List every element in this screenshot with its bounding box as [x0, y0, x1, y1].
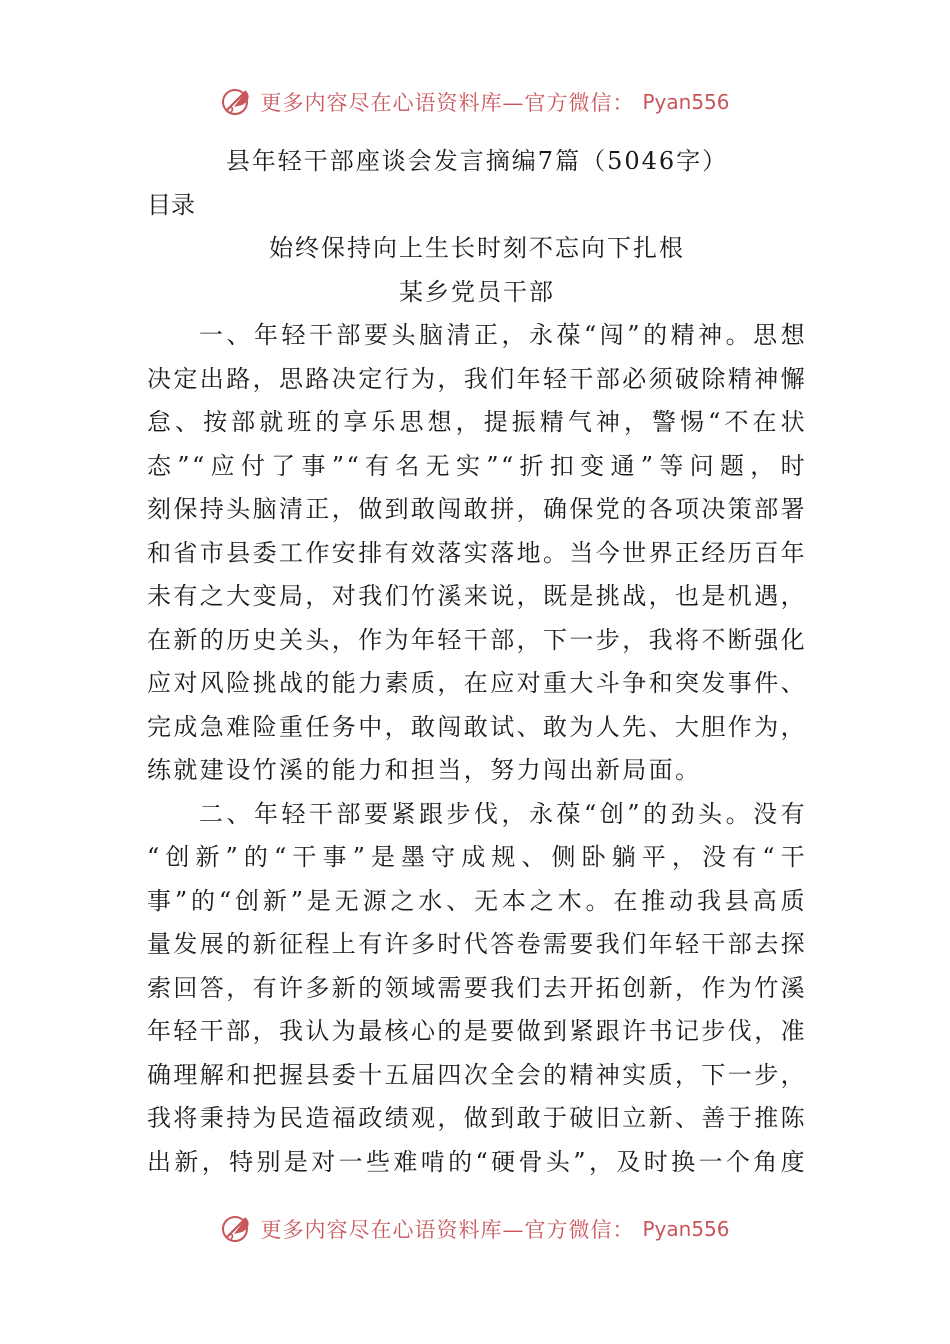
watermark-handle: Pyan556	[642, 1217, 730, 1241]
paragraph-line: 量发展的新征程上有许多时代答卷需要我们年轻干部去探	[147, 930, 807, 958]
watermark-banner-bottom	[0, 1209, 950, 1249]
watermark-content	[220, 85, 729, 119]
paragraph-line: 二、年轻干部要紧跟步伐，永葆“创”的劲头。没有	[199, 799, 807, 828]
document-title: 县年轻干部座谈会发言摘编7篇（5046字）	[225, 147, 729, 175]
watermark-banner-top	[0, 82, 950, 122]
toc-label: 目录	[147, 190, 195, 219]
paragraph-line: 未有之大变局，对我们竹溪来说，既是挑战，也是机遇，	[147, 582, 807, 610]
paragraph-line: 事”的“创新”是无源之水、无本之木。在推动我县高质	[147, 886, 807, 915]
paragraph-line: 刻保持头脑清正，做到敢闯敢拼，确保党的各项决策部署	[147, 495, 807, 523]
paragraph-line: 我将秉持为民造福政绩观，做到敢于破旧立新、善于推陈	[147, 1104, 807, 1132]
paragraph-line: 出新，特别是对一些难啃的“硬骨头”，及时换一个角度	[147, 1147, 807, 1176]
watermark-text: 更多内容尽在心语资料库—官方微信：	[260, 91, 635, 115]
paragraph-2	[147, 793, 807, 1185]
paragraph-line: 怠、按部就班的享乐思想，提振精气神，警惕“不在状	[147, 408, 807, 436]
paragraph-line: 应对风险挑战的能力素质，在应对重大斗争和突发事件、	[147, 669, 807, 697]
article-author: 某乡党员干部	[399, 277, 555, 306]
paragraph-line: 年轻干部，我认为最核心的是要做到紧跟许书记步伐，准	[147, 1017, 807, 1045]
quill-pen-logo-icon	[220, 1212, 254, 1246]
watermark-handle: Pyan556	[642, 90, 730, 114]
paragraph-line: 态”“应付了事”“有名无实”“折扣变通”等问题，时	[147, 451, 807, 480]
paragraph-1	[147, 314, 807, 793]
paragraph-line: 在新的历史关头，作为年轻干部，下一步，我将不断强化	[147, 625, 807, 654]
quill-pen-logo-icon	[220, 85, 254, 119]
paragraph-line: 决定出路，思路决定行为，我们年轻干部必须破除精神懈	[147, 364, 807, 393]
watermark-text: 更多内容尽在心语资料库—官方微信：	[260, 1218, 635, 1242]
paragraph-line: 和省市县委工作安排有效落实落地。当今世界正经历百年	[147, 538, 807, 567]
watermark-content	[220, 1212, 729, 1246]
paragraph-line: 确理解和把握县委十五届四次全会的精神实质，下一步，	[147, 1060, 807, 1089]
article-title: 始终保持向上生长时刻不忘向下扎根	[269, 234, 685, 262]
paragraph-line: “创新”的“干事”是墨守成规、侧卧躺平，没有“干	[147, 843, 807, 871]
paragraph-line: 完成急难险重任务中，敢闯敢试、敢为人先、大胆作为，	[147, 712, 807, 741]
paragraph-line: 一、年轻干部要头脑清正，永葆“闯”的精神。思想	[199, 321, 807, 349]
document-body	[147, 140, 807, 1184]
paragraph-line: 索回答，有许多新的领域需要我们去开拓创新，作为竹溪	[147, 973, 807, 1002]
paragraph-line: 练就建设竹溪的能力和担当，努力闯出新局面。	[147, 756, 702, 784]
